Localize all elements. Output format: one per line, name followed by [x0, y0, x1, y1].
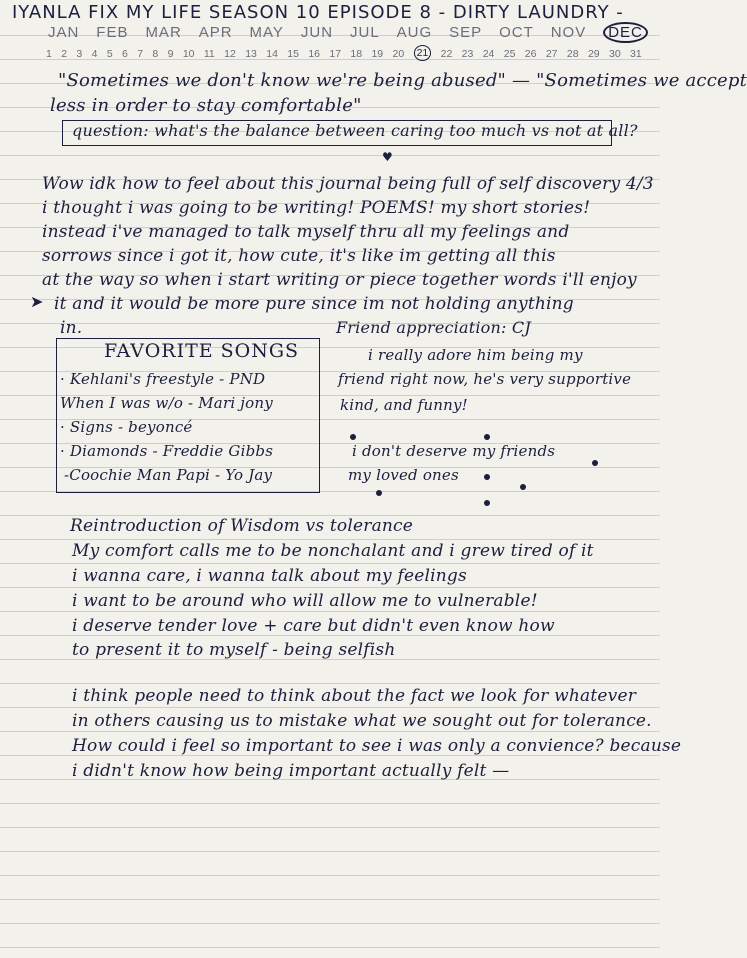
- friend-appreciation-title: Friend appreciation: CJ: [336, 318, 531, 337]
- day-11: 11: [203, 48, 215, 60]
- song-item-2: When I was w/o - Mari jony: [60, 394, 273, 412]
- month-dec: DEC: [603, 22, 648, 43]
- day-4: 4: [91, 48, 98, 60]
- day-3: 3: [76, 48, 83, 60]
- song-item-3: · Signs - beyoncé: [60, 418, 193, 436]
- day-25: 25: [503, 48, 516, 60]
- question-text: question: what's the balance between caring too much vs not at all?: [72, 121, 638, 140]
- doodle-dot: [350, 434, 356, 440]
- day-2: 2: [61, 48, 68, 60]
- closing-line-1: i think people need to think about the fact we look for whatever: [72, 686, 637, 706]
- day-29: 29: [587, 48, 600, 60]
- friend-line-3: kind, and funny!: [340, 396, 468, 414]
- month-sep: SEP: [449, 24, 483, 41]
- song-item-1: · Kehlani's freestyle - PND: [60, 370, 266, 388]
- journal-line-4: sorrows since i got it, how cute, it's like im getting all this: [42, 246, 556, 266]
- day-18: 18: [350, 48, 363, 60]
- day-7: 7: [137, 48, 144, 60]
- month-mar: MAR: [145, 24, 182, 41]
- doodle-dot: [592, 460, 598, 466]
- doodle-dot: [484, 434, 490, 440]
- month-aug: AUG: [396, 24, 433, 41]
- month-feb: FEB: [96, 24, 129, 41]
- quote-line-1: "Sometimes we don't know we're being abused" — "Sometimes we accept: [58, 70, 747, 91]
- day-1: 1: [46, 48, 52, 60]
- quote-line-2: less in order to stay comfortable": [50, 95, 362, 116]
- doodle-dot: [520, 484, 526, 490]
- journal-line-2: i thought i was going to be writing! POEMS! my short stories!: [42, 198, 591, 218]
- doodle-dot: [484, 500, 490, 506]
- closing-line-3: How could i feel so important to see i was only a convience? because: [72, 736, 682, 756]
- heart-doodle-icon: ♥: [382, 150, 393, 164]
- day-10: 10: [182, 48, 195, 60]
- day-19: 19: [371, 48, 384, 60]
- day-9: 9: [167, 48, 174, 60]
- month-oct: OCT: [499, 24, 534, 41]
- day-24: 24: [482, 48, 495, 60]
- day-30: 30: [608, 48, 621, 60]
- song-item-5: -Coochie Man Papi - Yo Jay: [64, 466, 273, 484]
- day-28: 28: [566, 48, 579, 60]
- friend-line-2: friend right now, he's very supportive: [338, 370, 632, 388]
- month-nov: NOV: [550, 24, 587, 41]
- friends-note-line-2: my loved ones: [348, 466, 459, 484]
- wisdom-line-1: My comfort calls me to be nonchalant and i grew tired of it: [72, 541, 594, 561]
- day-16: 16: [308, 48, 321, 60]
- wisdom-line-5: to present it to myself - being selfish: [72, 640, 396, 660]
- day-21: 21: [414, 45, 432, 61]
- month-row: [48, 24, 648, 43]
- wisdom-line-2: i wanna care, i wanna talk about my feelings: [72, 566, 467, 586]
- journal-line-7: in.: [60, 318, 83, 338]
- journal-line-3: instead i've managed to talk myself thru all my feelings and: [42, 222, 570, 242]
- journal-line-6: it and it would be more pure since im not holding anything: [54, 294, 574, 314]
- day-31: 31: [630, 48, 642, 60]
- day-6: 6: [122, 48, 128, 60]
- wisdom-line-4: i deserve tender love + care but didn't even know how: [72, 616, 555, 636]
- day-17: 17: [329, 48, 342, 60]
- day-14: 14: [266, 48, 278, 60]
- month-jul: JUL: [350, 24, 380, 41]
- friends-note-line-1: i don't deserve my friends: [352, 442, 556, 460]
- day-27: 27: [545, 48, 558, 60]
- journal-line-5: at the way so when i start writing or piece together words i'll enjoy: [42, 270, 637, 290]
- day-23: 23: [461, 48, 474, 60]
- wisdom-line-3: i want to be around who will allow me to vulnerable!: [72, 591, 538, 611]
- day-13: 13: [245, 48, 257, 60]
- doodle-dot: [376, 490, 382, 496]
- margin-arrow-icon: ➤: [30, 292, 44, 311]
- journal-line-1: Wow idk how to feel about this journal being full of self discovery 4/3: [42, 174, 654, 194]
- song-item-4: · Diamonds - Freddie Gibbs: [60, 442, 274, 460]
- day-26: 26: [524, 48, 537, 60]
- page-title: IYANLA FIX MY LIFE SEASON 10 EPISODE 8 - DIRTY LAUNDRY -: [12, 2, 624, 23]
- day-22: 22: [440, 48, 453, 60]
- day-12: 12: [224, 48, 236, 60]
- closing-line-2: in others causing us to mistake what we sought out for tolerance.: [72, 711, 652, 731]
- day-5: 5: [106, 48, 113, 60]
- month-jan: JAN: [48, 24, 80, 41]
- favorite-songs-title: FAVORITE SONGS: [104, 340, 300, 362]
- day-row: [46, 48, 642, 61]
- doodle-dot: [484, 474, 490, 480]
- month-apr: APR: [198, 24, 233, 41]
- closing-line-4: i didn't know how being important actually felt —: [72, 761, 510, 781]
- day-20: 20: [392, 48, 405, 60]
- day-15: 15: [287, 48, 299, 60]
- friend-line-1: i really adore him being my: [368, 346, 583, 364]
- month-jun: JUN: [300, 24, 334, 41]
- day-8: 8: [152, 48, 159, 60]
- wisdom-heading: Reintroduction of Wisdom vs tolerance: [70, 516, 414, 536]
- month-may: MAY: [249, 24, 284, 41]
